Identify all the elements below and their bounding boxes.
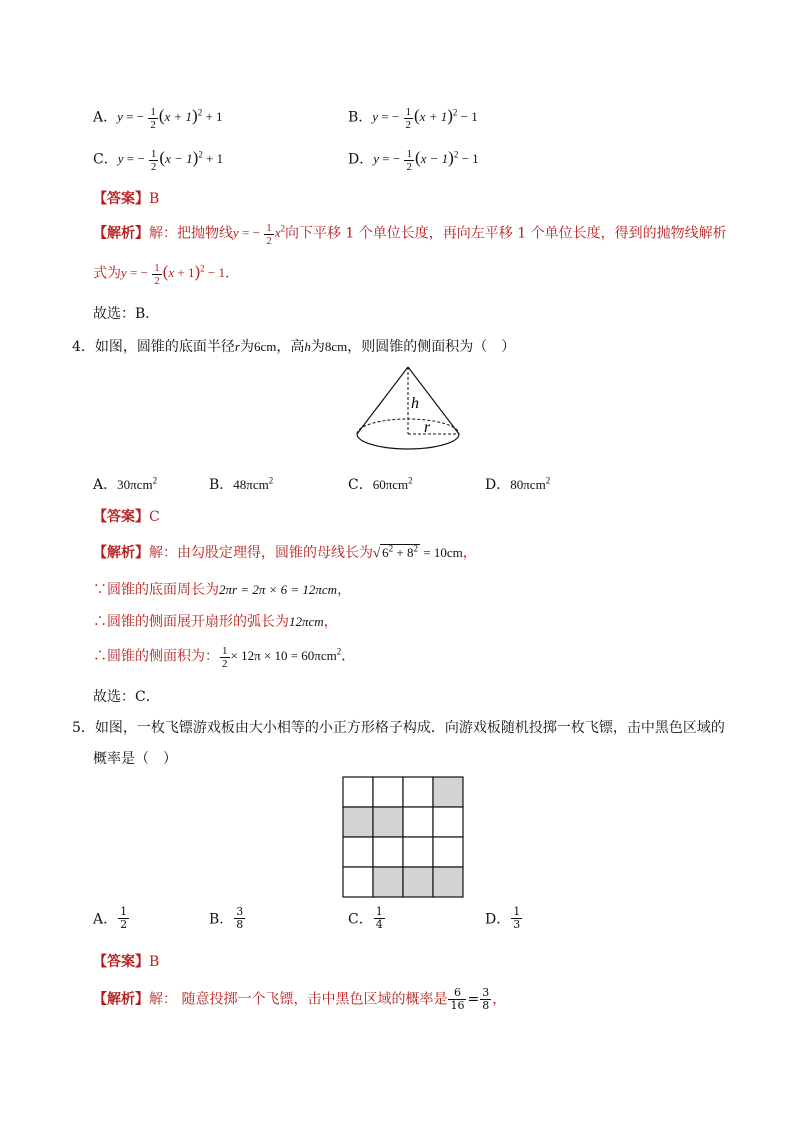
q4-analysis-line-2 (93, 579, 351, 599)
analysis-text: ， (337, 582, 352, 598)
math-eq: = − (122, 109, 148, 125)
grid-cell (373, 777, 403, 807)
fraction: $\frac{1}{2}$ (150, 106, 156, 131)
fraction: $\frac{1}{2}$ (406, 148, 412, 173)
math-var: h (304, 339, 311, 354)
q5-option-b[interactable] (209, 906, 246, 931)
math-tail: − 1 (457, 109, 478, 125)
math-var: y (117, 151, 124, 167)
exponent: 2 (453, 150, 459, 161)
analysis-text: ， (462, 545, 477, 561)
math-tail: − 1 (458, 151, 479, 167)
answer-tag: 【答案】 (93, 954, 149, 970)
analysis-text: ∵圆锥的底面周长为 (93, 582, 219, 598)
option-label: D． (348, 151, 374, 168)
math-inner: x − 1 (420, 151, 449, 167)
answer-value: B (149, 191, 160, 207)
grid-cell (433, 837, 463, 867)
fraction: $\frac{1}{2}$ (222, 645, 228, 670)
option-label: B． (209, 477, 234, 493)
q5-option-a[interactable] (93, 906, 130, 931)
math-inner: x + 1 (164, 109, 193, 125)
grid-cell-shaded (373, 867, 403, 897)
analysis-text: 解： 随意投掷一个飞镖，击中黑色区域的概率是 (149, 991, 448, 1008)
dartboard-grid (340, 774, 466, 900)
grid-cell (373, 837, 403, 867)
option-label: C． (348, 477, 373, 493)
analysis-text: 向下平移 1 个单位长度，再向左平移 1 个单位长度，得到的抛物线解析 (284, 225, 727, 242)
analysis-tag: 【解析】 (93, 225, 149, 242)
grid-cell-shaded (403, 867, 433, 897)
fraction: $\frac{1}{2}$ (266, 222, 272, 247)
math-inner: x + 1 (419, 109, 448, 125)
q3-analysis-line-2: 式为y = − $\frac{1}{2}$ $(x + 1)^2 - 1$． (93, 262, 240, 287)
math-tail: + 1 (202, 151, 224, 167)
cone-label-r: r (424, 419, 431, 436)
q5-answer (93, 951, 159, 971)
fraction: $\frac{1}{2}$ (120, 905, 128, 931)
question-number: 4． (72, 339, 95, 355)
analysis-text: ∴圆锥的侧面积为： (93, 648, 219, 665)
exponent: 2 (152, 475, 158, 486)
analysis-math: 2πr = 2π × 6 = 12πcm (219, 582, 338, 597)
q3-conclusion: 故选：B． (93, 306, 160, 322)
option-label: A． (93, 911, 118, 928)
exponent: 2 (545, 475, 551, 486)
q3-option-b[interactable]: B．y = − $\frac{1}{2}$ $(x + 1)^2 - 1$ (348, 106, 478, 131)
q4-analysis-line-1: 【解析】解：由勾股定理得，圆锥的母线长为√ $6^2 + 8^2 = 10cm$， (93, 543, 477, 561)
answer-value: B (149, 954, 160, 970)
stem-text: 为 (310, 339, 325, 355)
option-value: 30 (117, 477, 131, 492)
question-number: 5． (72, 720, 95, 736)
cone-label-h: h (411, 395, 419, 412)
option-label: B． (348, 109, 373, 126)
answer-tag: 【答案】 (93, 191, 149, 207)
math-var: r (234, 339, 240, 354)
analysis-text: ∴圆锥的侧面展开扇形的弧长为 (93, 614, 289, 630)
exponent: 2 (198, 150, 203, 161)
math-value: 8cm (324, 339, 348, 354)
grid-cell (343, 837, 373, 867)
analysis-math: × 12π × 10 = 60πcm (230, 648, 337, 664)
grid-cell (403, 777, 433, 807)
grid-cell (343, 867, 373, 897)
q5-stem-line-2: 概率是（ ） (93, 751, 177, 767)
grid-cell-shaded (433, 867, 463, 897)
analysis-tag: 【解析】 (93, 991, 149, 1008)
answer-tag: 【答案】 (93, 509, 149, 525)
option-label: C． (93, 151, 118, 168)
math-eq: = − (123, 151, 148, 167)
math-eq: = (467, 991, 480, 1008)
fraction: $\frac{1}{2}$ (154, 262, 160, 287)
q4-option-d[interactable] (485, 474, 550, 494)
q3-analysis-line-1: 【解析】解：把抛物线y = − $\frac{1}{2}$ $x^2$向下平移 1 个单位长度，再向左平移 1 个单位长度，得到的抛物线解析 (93, 222, 727, 247)
q4-analysis-line-4: ∴圆锥的侧面积为： $\frac{1}{2}$ × 12π × 10 = 60πcm$^2$． (93, 645, 356, 670)
option-label: C． (348, 911, 373, 928)
q3-option-d[interactable]: D．y = − $\frac{1}{2}$ $(x - 1)^2 - 1$ (348, 148, 479, 173)
option-value: 60 (372, 477, 386, 492)
cone-figure (340, 362, 470, 460)
fraction: $\frac{3}{8}$ (482, 986, 490, 1012)
option-unit: πcm (246, 477, 269, 492)
q3-option-c[interactable]: C．y = − $\frac{1}{2}$ $(x - 1)^2 + 1$ (93, 148, 224, 173)
analysis-text: ． (341, 648, 356, 665)
exponent: 2 (197, 108, 203, 119)
analysis-math: 12πcm (289, 614, 324, 629)
math-eq: = − (379, 151, 404, 167)
stem-text: ，则圆锥的侧面积为（ ） (347, 339, 516, 355)
stem-text: 如图，一枚飞镖游戏板由大小相等的小正方形格子构成．向游戏板随机投掷一枚飞镖，击中黑色区域的 (94, 720, 725, 736)
q4-stem (72, 336, 515, 356)
option-label: B． (209, 911, 234, 928)
option-unit: πcm (130, 477, 153, 492)
fraction: $\frac{1}{3}$ (513, 905, 521, 931)
q4-analysis-line-3 (93, 611, 338, 631)
math-value: 6cm (253, 339, 277, 354)
option-value: 48 (233, 477, 247, 492)
q3-option-a[interactable]: A．y = − $\frac{1}{2}$ $(x + 1)^2 + 1$ (93, 106, 223, 131)
option-unit: πcm (385, 477, 409, 492)
q4-option-c[interactable] (348, 474, 413, 494)
grid-cell (403, 807, 433, 837)
q4-answer (93, 506, 160, 526)
grid-cell-shaded (373, 807, 403, 837)
analysis-text: 解：把抛物线 (149, 225, 233, 242)
exponent: 2 (452, 108, 458, 119)
q4-conclusion: 故选：C． (93, 689, 160, 705)
option-label: D． (485, 477, 511, 493)
math-var: y (373, 151, 380, 167)
option-unit: πcm (523, 477, 546, 492)
exponent: 2 (268, 475, 274, 486)
grid-cell-shaded (433, 777, 463, 807)
option-label: A． (93, 109, 118, 126)
fraction: $\frac{6}{16}$ (450, 986, 465, 1012)
q5-option-c[interactable] (348, 906, 386, 931)
answer-value: C (149, 509, 160, 525)
q5-analysis (93, 987, 506, 1012)
q3-answer (93, 188, 159, 208)
analysis-text: ， (492, 991, 507, 1008)
stem-text: ，高 (276, 339, 305, 355)
analysis-text: 解：由勾股定理得，圆锥的母线长为 (149, 545, 373, 561)
analysis-text: 式为 (93, 265, 121, 282)
analysis-math: = 10cm (423, 545, 463, 560)
option-label: A． (93, 477, 118, 493)
analysis-text: ， (323, 614, 338, 630)
option-label: D． (485, 911, 511, 928)
fraction: $\frac{1}{2}$ (150, 148, 157, 173)
grid-cell (343, 777, 373, 807)
grid-cell (433, 807, 463, 837)
grid-cell-shaded (343, 807, 373, 837)
fraction: $\frac{1}{2}$ (405, 106, 411, 131)
math-tail: + 1 (202, 109, 223, 125)
math-var: y (117, 109, 123, 125)
grid-cell (403, 837, 433, 867)
analysis-tag: 【解析】 (93, 545, 149, 561)
math-inner: x − 1 (165, 151, 193, 167)
exponent: 2 (408, 475, 413, 486)
q4-option-a[interactable] (93, 474, 157, 494)
math-var: y (372, 109, 379, 125)
stem-text: 为 (239, 339, 254, 355)
fraction: $\frac{1}{4}$ (375, 905, 383, 931)
q5-option-d[interactable] (485, 906, 523, 931)
q5-stem-line-1 (72, 717, 725, 737)
option-value: 80 (510, 477, 524, 492)
fraction: $\frac{3}{8}$ (236, 905, 244, 931)
stem-text: 如图，圆锥的底面半径 (94, 339, 235, 355)
q4-option-b[interactable] (209, 474, 273, 494)
math-eq: = − (378, 109, 403, 125)
